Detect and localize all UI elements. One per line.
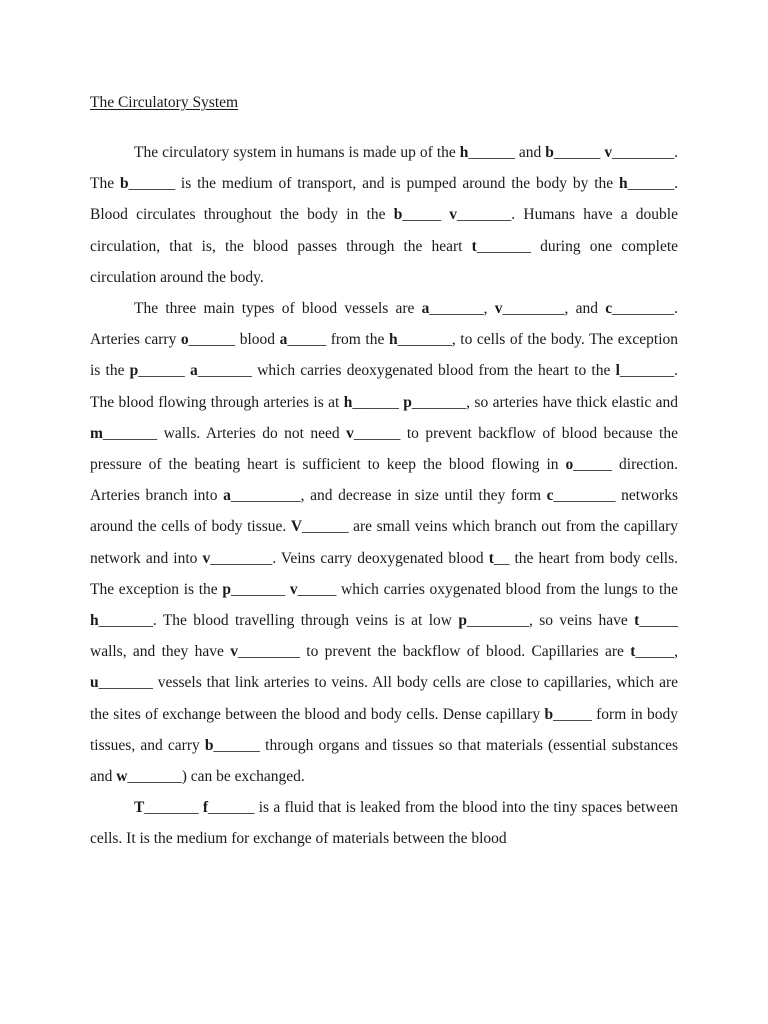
- text-run: _______,: [429, 300, 495, 318]
- blank-initial: a: [190, 362, 198, 380]
- blank-initial: m: [90, 424, 103, 442]
- text-run: ________ networks around the cells of body tissue.: [90, 487, 682, 536]
- text-run: _________, and decrease in size until they form: [230, 487, 547, 505]
- paragraph-2: [90, 293, 682, 792]
- blank-initial: v: [449, 206, 458, 224]
- text-run: The three main types of blood vessels are: [134, 300, 422, 318]
- blank-initial: p: [458, 612, 467, 630]
- blank-initial: T: [134, 799, 145, 817]
- text-run: ______ is the medium of transport, and is pumped around the body by the: [128, 175, 619, 193]
- text-run: ______ is a fluid that is leaked from the blood into the tiny spaces between cells. It is the medium for exchange of materials between the blood: [90, 799, 682, 848]
- blank-initial: v: [494, 300, 503, 318]
- text-run: _______ which carries deoxygenated blood from the heart to the: [197, 362, 616, 380]
- text-run: ______ are small veins which branch out from the capillary network and into: [90, 518, 682, 567]
- text-run: _____ which carries oxygenated blood from the lungs to the: [297, 580, 682, 598]
- blank-initial: v: [346, 424, 354, 442]
- text-run: __ the heart from body cells. The exception is the: [90, 549, 682, 598]
- blank-initial: V: [290, 518, 303, 536]
- blank-initial: a: [421, 300, 430, 318]
- blank-initial: a: [223, 487, 231, 505]
- text-run: ________, and: [502, 300, 606, 318]
- text-run: _____: [402, 206, 450, 224]
- text-run: _______, to cells of the body. The exception is the: [90, 331, 682, 380]
- text-run: _______ during one complete circulation around the body.: [90, 237, 682, 286]
- text-run: _______ vessels that link arteries to veins. All body cells are close to capillaries, which are the sites of exchange between the blood and body cells. Dense capillary: [90, 674, 682, 723]
- text-run: _______. Humans have a double circulation, that is, the blood passes through the heart: [90, 206, 682, 255]
- blank-initial: o: [180, 331, 189, 349]
- blank-initial: v: [230, 643, 238, 661]
- blank-initial: b: [545, 144, 554, 161]
- document-title: The Circulatory System: [90, 94, 239, 111]
- text-run: ________ to prevent the backflow of blood. Capillaries are: [237, 643, 631, 661]
- blank-initial: o: [565, 456, 574, 474]
- text-run: _____ form in body tissues, and carry: [90, 705, 682, 754]
- text-run: _______, so arteries have thick elastic and: [411, 393, 682, 411]
- blank-initial: v: [202, 549, 211, 567]
- text-run: _______: [144, 799, 203, 817]
- blank-initial: v: [289, 580, 298, 598]
- text-run: ______ through organs and tissues so that materials (essential substances and: [90, 736, 682, 786]
- text-run: _______. The blood flowing through arteries is at: [90, 362, 682, 411]
- text-run: _____ direction. Arteries branch into: [90, 456, 682, 505]
- text-run: _______. The blood travelling through veins is at low: [98, 612, 459, 630]
- blank-initial: b: [544, 705, 554, 723]
- document-body: [90, 137, 682, 855]
- blank-initial: b: [119, 175, 129, 193]
- text-run: ______: [138, 362, 190, 380]
- blank-initial: a: [279, 331, 288, 349]
- blank-initial: p: [403, 393, 412, 411]
- blank-initial: h: [619, 175, 628, 193]
- text-run: ______: [352, 393, 404, 411]
- blank-initial: p: [129, 362, 139, 380]
- text-run: ______ and: [468, 144, 546, 161]
- blank-initial: h: [90, 612, 99, 630]
- text-run: ______: [553, 144, 605, 161]
- blank-initial: f: [202, 799, 209, 817]
- text-run: ________. Arteries carry: [90, 300, 682, 349]
- blank-initial: l: [615, 362, 620, 380]
- text-run: _______ walls. Arteries do not need: [102, 424, 347, 442]
- text-run: The circulatory system in humans is made up of the: [134, 144, 460, 161]
- text-run: ________. The: [90, 144, 682, 193]
- blank-initial: t: [488, 549, 494, 567]
- text-run: ________, so veins have: [466, 612, 635, 630]
- blank-initial: t: [471, 237, 477, 255]
- text-run: ________. Veins carry deoxygenated blood: [210, 549, 489, 567]
- blank-initial: u: [90, 674, 99, 692]
- blank-initial: c: [546, 487, 554, 505]
- text-run: ______ blood: [188, 331, 280, 349]
- text-run: _______) can be exchanged.: [127, 768, 305, 786]
- blank-initial: p: [222, 580, 231, 598]
- blank-initial: b: [393, 206, 403, 224]
- text-run: _____ walls, and they have: [90, 612, 682, 661]
- blank-initial: t: [630, 643, 636, 661]
- blank-initial: c: [605, 300, 613, 318]
- blank-initial: w: [116, 768, 128, 786]
- text-run: _____,: [635, 643, 682, 661]
- text-run: _____ from the: [287, 331, 389, 349]
- blank-initial: b: [204, 736, 214, 754]
- blank-initial: h: [459, 144, 469, 161]
- paragraph-1: [90, 137, 682, 293]
- blank-initial: v: [604, 144, 613, 161]
- text-run: _______: [230, 580, 290, 598]
- blank-initial: h: [388, 331, 398, 349]
- blank-initial: t: [634, 612, 640, 630]
- text-run: ______ to prevent backflow of blood because the pressure of the beating heart is sufficient to keep the blood flowing in: [90, 424, 682, 474]
- blank-initial: h: [343, 393, 353, 411]
- text-run: ______. Blood circulates throughout the body in the: [90, 175, 682, 224]
- paragraph-3: [90, 792, 682, 854]
